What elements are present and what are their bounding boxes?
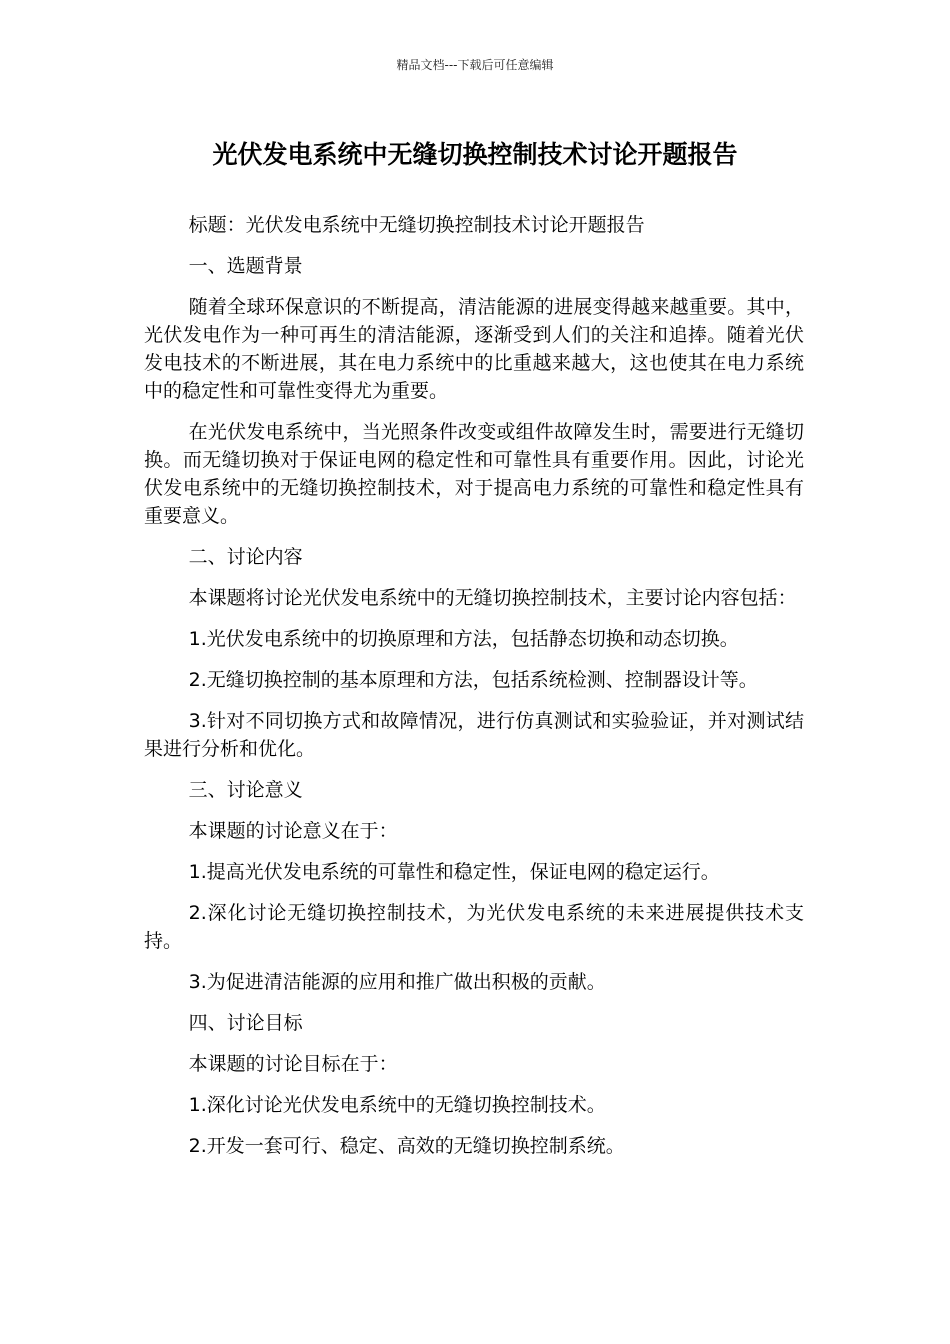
significance-item-2: 2.深化讨论无缝切换控制技术，为光伏发电系统的未来进展提供技术支持。 [144, 902, 804, 952]
content-intro: 本课题将讨论光伏发电系统中的无缝切换控制技术，主要讨论内容包括： [188, 587, 797, 609]
goals-item-1: 1.深化讨论光伏发电系统中的无缝切换控制技术。 [188, 1094, 606, 1116]
background-paragraph-1: 随着全球环保意识的不断提高，清洁能源的进展变得越来越重要。其中，光伏发电作为一种可再生的清洁能源，逐渐受到人们的关注和追捧。随着光伏发电技术的不断进展，其在电力系统中的比重越来越大，这也使其在电力系统中的稳定性和可靠性变得尤为重要。 [144, 296, 804, 402]
page-header: 精品文档---下载后可任意编辑 [396, 58, 554, 72]
document-title: 光伏发电系统中无缝切换控制技术讨论开题报告 [212, 140, 738, 169]
significance-item-3: 3.为促进清洁能源的应用和推广做出积极的贡献。 [188, 971, 606, 993]
content-item-3: 3.针对不同切换方式和故障情况，进行仿真测试和实验验证，并对测试结果进行分析和优化。 [144, 710, 804, 760]
section-heading-significance: 三、讨论意义 [188, 779, 303, 801]
background-paragraph-2: 在光伏发电系统中，当光照条件改变或组件故障发生时，需要进行无缝切换。而无缝切换对于保证电网的稳定性和可靠性具有重要作用。因此，讨论光伏发电系统中的无缝切换控制技术，对于提高电力系统的可靠性和稳定性具有重要意义。 [144, 421, 804, 527]
section-heading-content: 二、讨论内容 [188, 546, 303, 568]
goals-item-2: 2.开发一套可行、稳定、高效的无缝切换控制系统。 [188, 1135, 625, 1157]
section-heading-background: 一、选题背景 [188, 255, 303, 277]
section-heading-goals: 四、讨论目标 [188, 1012, 303, 1034]
goals-intro: 本课题的讨论目标在于： [188, 1053, 398, 1075]
document-body [144, 211, 804, 1173]
content-item-2: 2.无缝切换控制的基本原理和方法，包括系统检测、控制器设计等。 [188, 669, 758, 691]
significance-intro: 本课题的讨论意义在于： [188, 820, 398, 842]
significance-item-1: 1.提高光伏发电系统的可靠性和稳定性，保证电网的稳定运行。 [188, 861, 720, 883]
subject-line: 标题：光伏发电系统中无缝切换控制技术讨论开题报告 [188, 214, 645, 236]
content-item-1: 1.光伏发电系统中的切换原理和方法，包括静态切换和动态切换。 [188, 628, 739, 650]
